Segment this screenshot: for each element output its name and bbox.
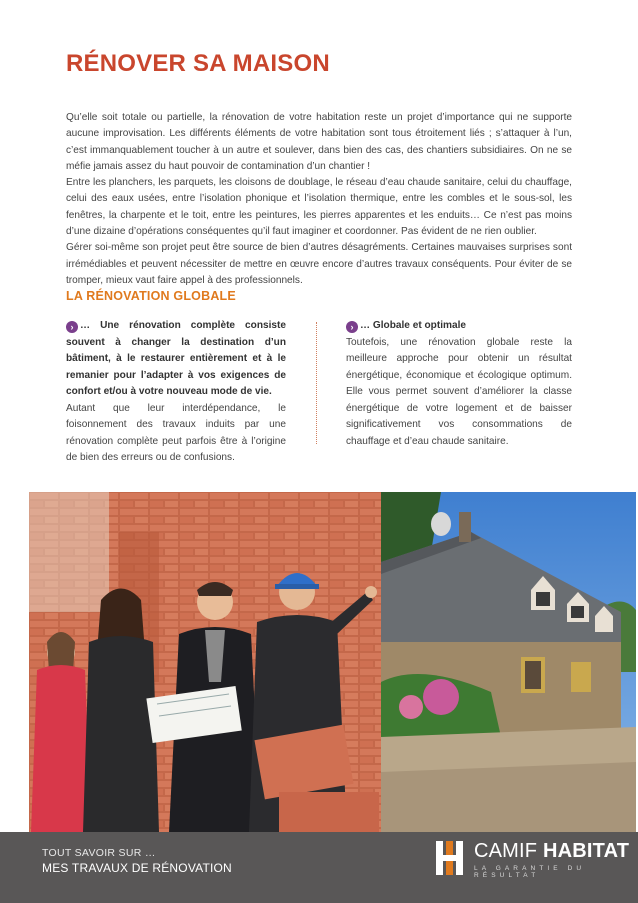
left-column bbox=[66, 318, 286, 467]
intro-text bbox=[66, 110, 572, 289]
brand-tagline: LA GARANTIE DU RÉSULTAT bbox=[474, 865, 586, 879]
section-heading: LA RÉNOVATION GLOBALE bbox=[66, 289, 236, 303]
footer-series-title: MES TRAVAUX DE RÉNOVATION bbox=[42, 861, 232, 875]
footer-bar bbox=[0, 832, 638, 903]
brand-name-bold: HABITAT bbox=[542, 840, 630, 862]
family-construction-photo bbox=[29, 492, 381, 832]
footer-series-label: TOUT SAVOIR SUR … bbox=[42, 847, 156, 859]
column-divider bbox=[316, 322, 317, 444]
family-construction-illustration bbox=[29, 492, 381, 832]
left-body: Autant que leur interdépendance, le foisonnement des travaux induits par une rénovation complète peut parfois être à l’origine de bien des erreurs ou de confusions. bbox=[66, 402, 286, 463]
right-column bbox=[346, 318, 572, 450]
left-lead: … Une rénovation complète consiste souvent à changer la destination d’un bâtiment, à le restaurer entièrement et à le remanier pour l’adapter à vos exigences de confort et/ou à votre nouveau mode de vie. bbox=[66, 320, 286, 397]
page-title: RÉNOVER SA MAISON bbox=[66, 50, 330, 77]
stone-house-illustration bbox=[381, 492, 636, 832]
camif-logo-icon bbox=[436, 841, 464, 875]
intro-paragraph-2: Entre les planchers, les parquets, les cloisons de doublage, le réseau d’eau chaude sanitaire, celui du chauffage, celui des eaux usées, entre l’isolation phonique et l’isolation thermique, entre les combles et le sous-sol, les fenêtres, la charpente et le toit, entre les peintures, les pierres apparentes et les enduits… Ce n’est pas moins d’une dizaine d’opérations conséquentes qu’il faut imaginer et coordonner. Pas évident de ne rien oublier. bbox=[66, 177, 572, 238]
brand-name bbox=[474, 840, 629, 863]
right-lead: … Globale et optimale bbox=[360, 320, 467, 331]
intro-paragraph-3: Gérer soi-même son projet peut être source de bien d’autres désagréments. Certaines mauvaises surprises sont irrémédiables et peuvent nécessiter de mettre en œuvre encore d’autres travaux conséquents. Pour éviter de se tromper, mieux vaut faire appel à des professionnels. bbox=[66, 242, 572, 286]
chevron-right-icon: › bbox=[346, 321, 358, 333]
brand-name-light: CAMIF bbox=[474, 840, 538, 862]
chevron-right-icon: › bbox=[66, 321, 78, 333]
intro-paragraph-1: Qu’elle soit totale ou partielle, la rénovation de votre habitation reste un projet d’importance qui ne supporte aucune improvisation. Les différents éléments de votre habitation sont tous étroitement liés ; s’attaquer à l’un, c’est immanquablement toucher à un autre et soulever, dans bien des cas, des chantiers subsidiaires. On ne se méfie jamais assez du haut pouvoir de contamination d’un chantier ! bbox=[66, 112, 572, 172]
stone-house-photo bbox=[381, 492, 636, 832]
right-body: Toutefois, une rénovation globale reste la meilleure approche pour obtenir un résultat énergétique, économique et écologique optimum. Elle vous permet souvent d’améliorer la classe énergétique de votre logement et de baisser significativement vos consommations de chauffage et d’eau chaude sanitaire. bbox=[346, 336, 572, 447]
